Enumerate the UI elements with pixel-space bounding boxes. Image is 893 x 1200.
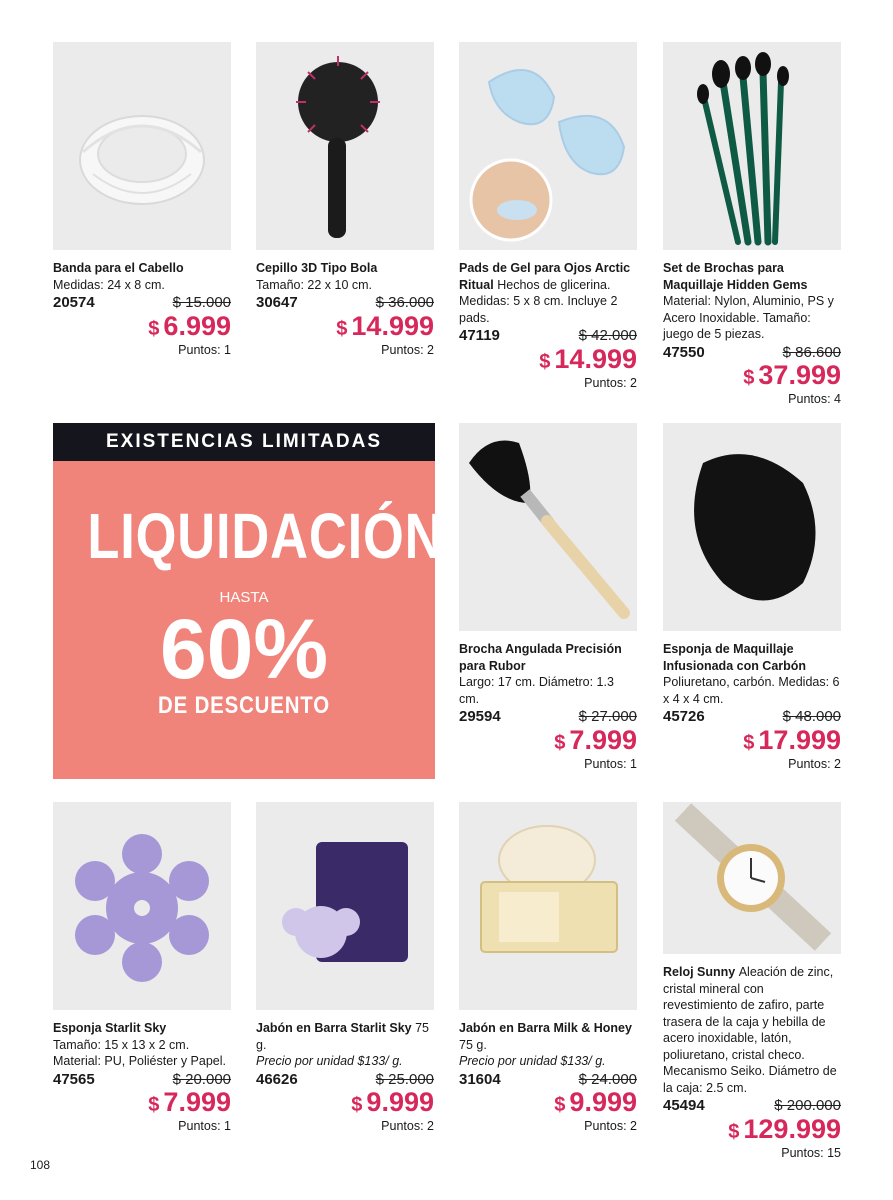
points: Puntos: 2 [788,756,841,771]
points: Puntos: 2 [381,342,434,357]
sale-price: $ 17.999 [743,724,841,755]
old-price: $ 15.000 [172,294,231,311]
points: Puntos: 1 [178,342,231,357]
product-title: Cepillo 3D Tipo Bola [256,261,378,275]
old-price: $ 25.000 [375,1070,434,1088]
product-description: Tamaño: 22 x 10 cm. [256,277,373,292]
points: Puntos: 2 [584,1119,637,1133]
old-price: $ 48.000 [782,708,841,725]
old-price: $ 36.000 [375,294,434,311]
product-title: Esponja de Maquillaje Infusionada con Carbón [663,642,807,673]
product-code: 45494 [663,1097,705,1114]
product-card-eye-pads[interactable] [459,42,637,390]
page-number: 108 [30,1158,51,1172]
old-price: $ 200.000 [774,1097,841,1114]
sale-price: $ 7.999 [554,724,637,755]
milk-honey-soap-icon [459,802,637,1010]
limited-stock-banner: EXISTENCIAS LIMITADAS [53,423,435,461]
snowflake-sponge-icon [53,802,231,1010]
product-code: 29594 [459,708,501,725]
product-code: 31604 [459,1070,501,1088]
product-code: 47565 [53,1070,95,1088]
product-code: 46626 [256,1070,298,1088]
product-card-milk-honey-soap[interactable] [459,802,637,1133]
product-description: 75 g. [256,1021,430,1052]
product-title: Esponja Starlit Sky [53,1021,167,1035]
round-brush-icon [256,42,434,250]
sale-price: $ 129.999 [728,1113,841,1144]
sale-price: $ 14.999 [539,343,637,374]
product-title: Jabón en Barra Milk & Honey 75 g. [459,1021,632,1052]
points: Puntos: 1 [584,756,637,771]
points: Puntos: 2 [381,1119,434,1133]
product-card-starlit-soap[interactable] [256,802,434,1133]
unit-price-note: Precio por unidad $133/ g. [256,1054,403,1068]
product-card-watch[interactable] [663,802,841,1160]
angled-brush-icon [459,423,637,631]
product-card-snowflake-sponge[interactable] [53,802,231,1133]
product-code: 30647 [256,294,298,311]
sale-price: $ 6.999 [148,310,231,341]
sale-price: $ 9.999 [554,1087,637,1117]
product-title: Brocha Angulada Precisión para Rubor [459,642,622,673]
makeup-brushes-icon [663,42,841,250]
product-card-round-brush[interactable] [256,42,434,357]
discount-label: DE DESCUENTO [158,692,330,719]
old-price: $ 27.000 [578,708,637,725]
product-description: Medidas: 24 x 8 cm. [53,277,165,292]
unit-price-note: Precio por unidad $133/ g. [459,1054,606,1068]
clearance-banner [53,423,444,779]
sale-price: $ 14.999 [336,310,434,341]
old-price: $ 86.600 [782,343,841,361]
sale-price: $ 7.999 [148,1087,231,1117]
product-title: Banda para el Cabello [53,261,184,275]
product-code: 20574 [53,294,95,311]
product-card-brush-set[interactable] [663,42,841,406]
product-title: Jabón en Barra Starlit Sky 75 g. [256,1021,430,1052]
eye-gel-pads-icon [459,42,637,250]
product-card-headband[interactable] [53,42,231,357]
product-code: 45726 [663,708,705,725]
discount-percent: 60% [159,602,329,696]
wristwatch-icon [663,802,841,954]
sale-price: $ 37.999 [743,360,841,390]
product-description: Hechos de glicerina. Medidas: 5 x 8 cm. Incluye 2 pads. [459,277,618,325]
charcoal-sponge-icon [663,423,841,631]
product-description: 75 g. [459,1037,487,1052]
clearance-headline: LIQUIDACIÓN [87,500,444,572]
product-code: 47550 [663,343,705,361]
old-price: $ 42.000 [578,327,637,344]
product-description: Poliuretano, carbón. Medidas: 6 x 4 x 4 cm. [663,675,840,706]
upto-label: HASTA [219,589,269,606]
product-description: Tamaño: 15 x 13 x 2 cm. Material: PU, Poliéster y Papel. [53,1037,226,1068]
product-description: Material: Nylon, Aluminio, PS y Acero Inoxidable. Tamaño: juego de 5 piezas. [663,294,834,341]
points: Puntos: 1 [178,1119,231,1133]
points: Puntos: 2 [584,375,637,390]
product-title: Pads de Gel para Ojos Arctic Ritual Hechos de glicerina. Medidas: 5 x 8 cm. Incluye 2 pads. [459,261,631,325]
product-description: Aleación de zinc, cristal mineral con revestimiento de zafiro, parte trasera de la caja y hebilla de acero inoxidable, latón, poliuretano, cristal checo. Mecanismo Seiko. Diámetro de la caja: 2.5 cm. [663,965,837,1095]
starlit-soap-icon [256,802,434,1010]
headband-icon [53,42,231,250]
product-card-charcoal-sponge[interactable] [663,423,841,771]
old-price: $ 20.000 [172,1070,231,1088]
old-price: $ 24.000 [578,1070,637,1088]
sale-price: $ 9.999 [351,1087,434,1117]
points: Puntos: 4 [788,392,841,406]
points: Puntos: 15 [781,1145,841,1160]
product-card-angled-brush[interactable] [459,423,637,771]
product-title: Set de Brochas para Maquillaje Hidden Gems [663,261,808,292]
product-title: Reloj Sunny Aleación de zinc, cristal mineral con revestimiento de zafiro, parte trasera de la caja y hebilla de acero inoxidable, latón, poliuretano, cristal checo. Mecanismo Seiko. Diámetro de la caja: 2.5 cm. [663,965,837,1095]
product-description: Largo: 17 cm. Diámetro: 1.3 cm. [459,675,614,706]
product-code: 47119 [459,327,500,344]
